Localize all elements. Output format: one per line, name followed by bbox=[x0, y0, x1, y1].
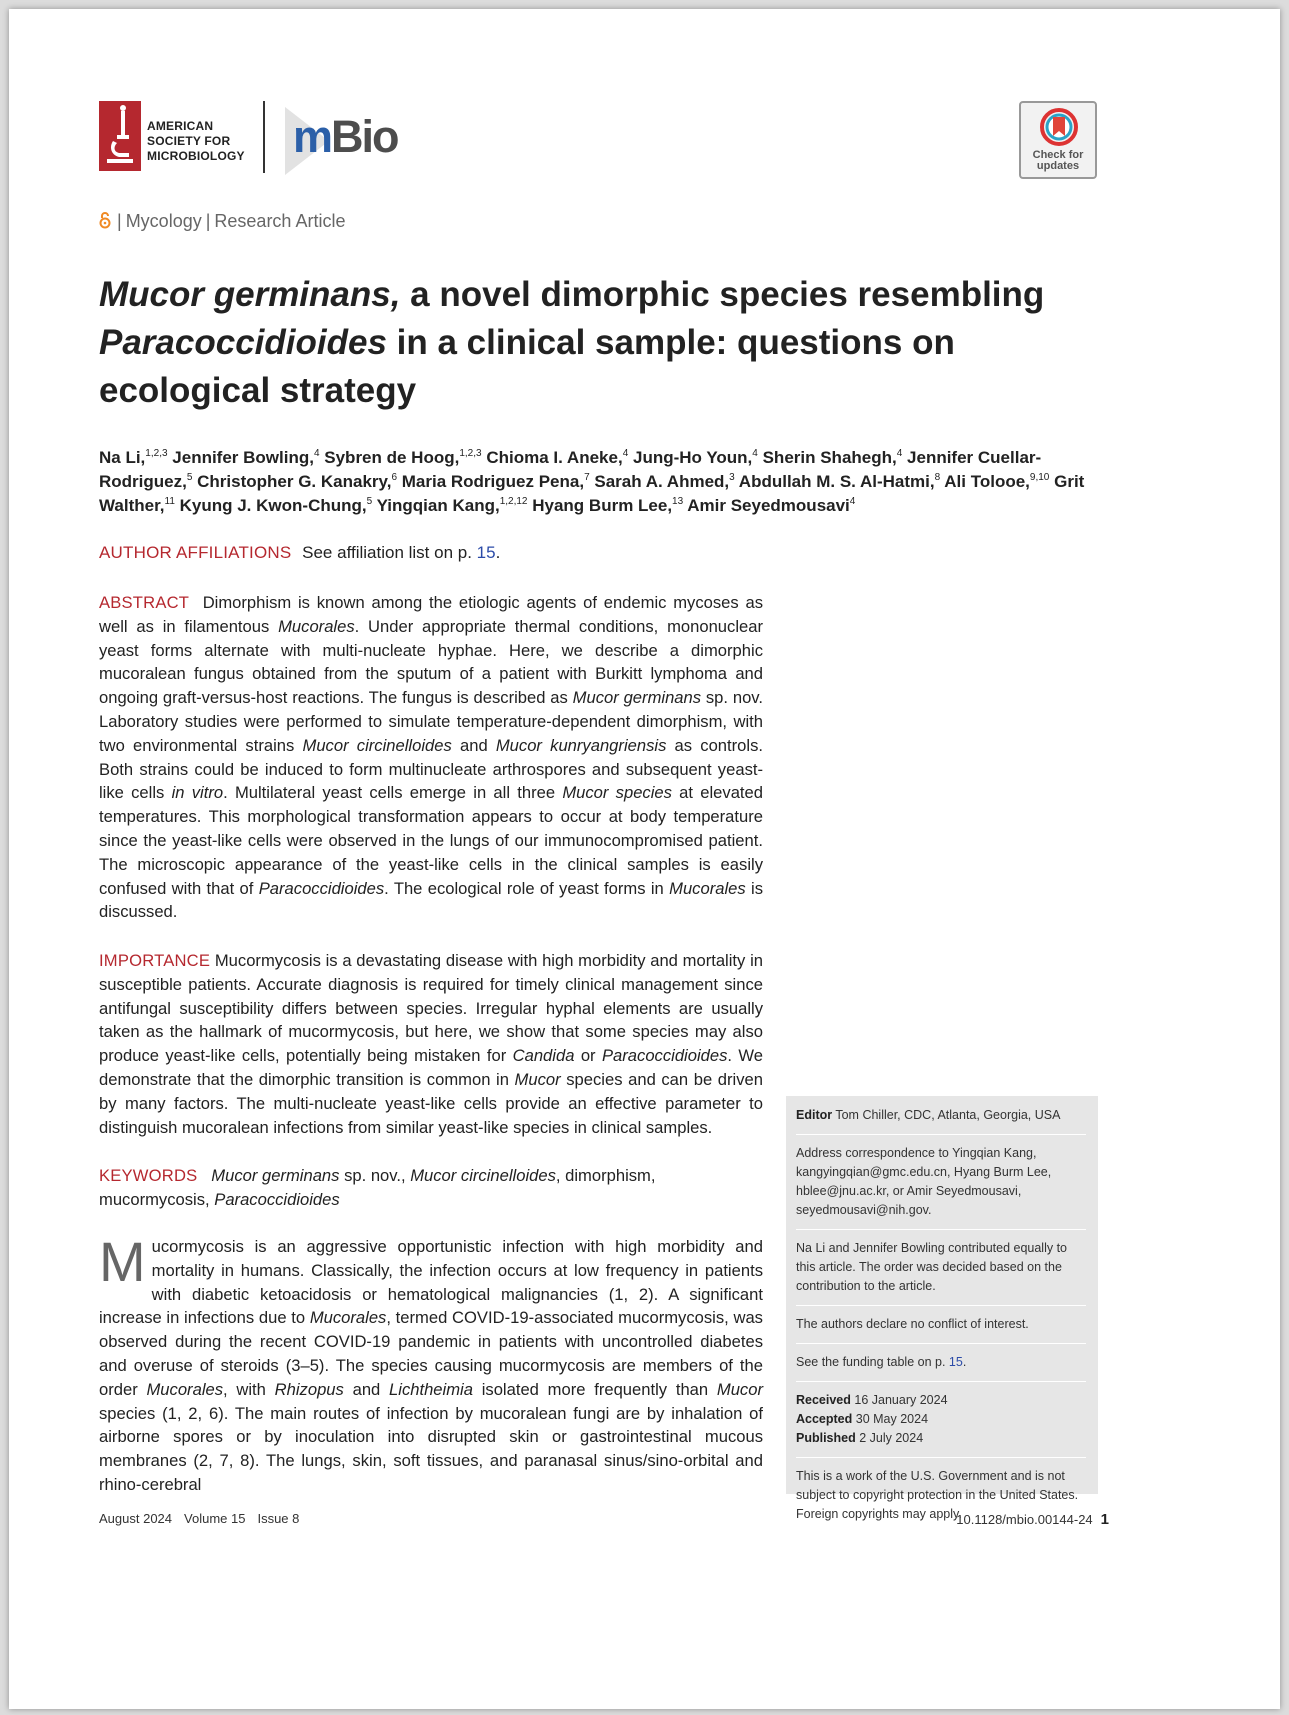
affiliation-marker: 4 bbox=[313, 448, 320, 459]
author-name[interactable]: Yingqian Kang,$^{1,2,12}$ bbox=[376, 496, 528, 515]
funding-page-link[interactable]: 15 bbox=[948, 1355, 963, 1369]
drop-cap: M bbox=[99, 1230, 146, 1293]
open-access-icon[interactable] bbox=[99, 211, 111, 234]
logo-divider bbox=[263, 101, 265, 173]
intro-body: ucormycosis is an aggressive opportunistic infection with high morbidity and mortality in humans. Classically, the infection occurs at low frequency in patients with diabetic ketoacidosis or hematological malignancies (1, 2). A significant increase in infections due to Mucorales, termed COVID-19-associated mucormycosis, was observed during the recent COVID-19 pandemic in patients with uncontrolled diabetes and overuse of steroids (3–5). The species causing mucormycosis are members of the order Mucorales, with Rhizopus and Lichtheimia isolated more frequently than Mucor species (1, 2, 6). The main routes of infection by mucoralean fungi are by inhalation of airborne spores or by inoculation into disrupted skin or gastrointestinal mucous membranes (2, 7, 8). The lungs, skin, soft tissues, and paranasal sinus/sino-orbital and rhino-cerebral bbox=[99, 1237, 763, 1494]
affiliation-marker: 6 bbox=[391, 472, 397, 483]
importance-label: IMPORTANCE bbox=[99, 951, 211, 970]
abstract bbox=[99, 591, 763, 924]
bookmark-icon bbox=[1040, 108, 1078, 151]
importance-body: Mucormycosis is a devastating disease with high morbidity and mortality in susceptible patients. Accurate diagnosis is required for timely clinical management since antifungal susceptibility differs between species. Irregular hyphal elements are usually taken as the hallmark of mucormycosis, but here, we show that some species may also produce yeast-like cells, potentially being mistaken for Candida or Paracoccidioides. We demonstrate that the dimorphic transition is common in Mucor species and can be driven by many factors. The multi-nucleate yeast-like cells provide an effective parameter to distinguish mucoralean infections from similar yeast-like species in clinical samples. bbox=[99, 951, 764, 1137]
microscope-icon bbox=[99, 101, 141, 171]
equal-contribution-note: Na Li and Jennifer Bowling contributed equally to this article. The order was decided based on the contribution to the article. bbox=[796, 1239, 1086, 1306]
footer-doi bbox=[909, 1511, 1109, 1528]
author-name[interactable]: Chioma I. Aneke,$^4$ bbox=[486, 448, 629, 467]
affiliation-marker: 13 bbox=[672, 496, 684, 507]
introduction bbox=[99, 1230, 763, 1497]
check-for-updates-button[interactable] bbox=[1019, 101, 1097, 179]
funding-note: See the funding table on p. 15. bbox=[796, 1353, 1086, 1382]
journal-name: mBio bbox=[293, 111, 398, 162]
affiliations-text: See affiliation list on p. bbox=[302, 543, 477, 562]
breadcrumb-section[interactable]: Mycology bbox=[125, 211, 202, 231]
editor-info: Editor Tom Chiller, CDC, Atlanta, Georgia, USA bbox=[796, 1106, 1086, 1135]
doi-link[interactable]: 10.1128/mbio.00144-24 bbox=[956, 1512, 1093, 1527]
affiliation-marker: 5 bbox=[186, 472, 193, 483]
conflict-statement: The authors declare no conflict of interest. bbox=[796, 1315, 1086, 1344]
dates: Received 16 January 2024 Accepted 30 May 2024 Published 2 July 2024 bbox=[796, 1391, 1086, 1458]
affiliation-marker: 4 bbox=[896, 448, 903, 459]
author-name[interactable]: Jung-Ho Youn,$^4$ bbox=[632, 448, 758, 467]
affiliations-page-link[interactable]: 15 bbox=[476, 543, 496, 562]
publisher-name: AMERICAN SOCIETY FOR MICROBIOLOGY bbox=[147, 119, 245, 163]
author-name[interactable]: Hyang Burm Lee,$^{13}$ bbox=[532, 496, 684, 515]
affiliations-label: AUTHOR AFFILIATIONS bbox=[99, 543, 292, 562]
author-name[interactable]: Sybren de Hoog,$^{1,2,3}$ bbox=[324, 448, 482, 467]
affiliation-marker: 4 bbox=[752, 448, 758, 459]
author-name[interactable]: Ali Tolooe,$^{9,10}$ bbox=[944, 472, 1050, 491]
author-name[interactable]: Jennifer Cuellar-Rodriguez,$^5$ bbox=[99, 448, 1042, 491]
article-page bbox=[9, 9, 1280, 1709]
affiliation-marker: 1,2,3 bbox=[459, 448, 482, 459]
keywords-label: KEYWORDS bbox=[99, 1166, 198, 1185]
affiliation-marker: 4 bbox=[849, 496, 856, 507]
affiliation-marker: 11 bbox=[164, 496, 175, 507]
abstract-body: Dimorphism is known among the etiologic agents of endemic mycoses as well as in filamentous Mucorales. Under appropriate thermal conditions, mononuclear yeast forms alternate with multi-nucleate hyphae. Here, we describe a dimorphic mucoralean fungus obtained from the sputum of a patient with Burkitt lymphoma and ongoing graft-versus-host reactions. The fungus is described as Mucor germinans sp. nov. Laboratory studies were performed to simulate temperature-dependent dimorphism, with two environmental strains Mucor circinelloides and Mucor kunryangriensis as controls. Both strains could be induced to form multinucleate arthrospores and subsequent yeast-like cells in vitro. Multilateral yeast cells emerge in all three Mucor species at elevated temperatures. This morphological transformation appears to occur at body temperature since the yeast-like cells were observed in the lungs of our immunocompromised patient. The microscopic appearance of the yeast-like cells in the clinical samples is easily confused with that of Paracoccidioides. The ecological role of yeast forms in Mucorales is discussed. bbox=[99, 593, 763, 922]
affiliation-marker: 9,10 bbox=[1029, 472, 1050, 483]
breadcrumb: | Mycology | Research Article bbox=[99, 211, 345, 234]
author-name[interactable]: Christopher G. Kanakry,$^6$ bbox=[197, 472, 397, 491]
author-name[interactable]: Na Li,$^{1,2,3}$ bbox=[99, 448, 168, 467]
page-number: 1 bbox=[1100, 1511, 1109, 1528]
affiliation-marker: 8 bbox=[934, 472, 941, 483]
mbio-logo[interactable] bbox=[277, 101, 417, 181]
author-name[interactable]: Abdullah M. S. Al-Hatmi,$^8$ bbox=[738, 472, 941, 491]
author-name[interactable]: Sherin Shahegh,$^4$ bbox=[762, 448, 903, 467]
article-title: Mucor germinans, a novel dimorphic species resembling Paracoccidioides in a clinical sample: questions on ecological strategy bbox=[99, 275, 1045, 410]
author-name[interactable]: Grit Walther,$^{11}$ bbox=[99, 472, 1085, 515]
affiliation-marker: 4 bbox=[622, 448, 629, 459]
author-name[interactable]: Kyung J. Kwon-Chung,$^5$ bbox=[179, 496, 373, 515]
breadcrumb-type[interactable]: Research Article bbox=[214, 211, 346, 231]
correspondence-info: Address correspondence to Yingqian Kang, kangyingqian@gmc.edu.cn, Hyang Burm Lee, hblee@jnu.ac.kr, or Amir Seyedmousavi, seyedmousavi@nih.gov. bbox=[796, 1144, 1086, 1230]
copyright-note: This is a work of the U.S. Government and is not subject to copyright protection in the United States. Foreign copyrights may apply. bbox=[796, 1469, 1079, 1521]
affiliation-marker: 3 bbox=[729, 472, 735, 483]
affiliation-marker: 1,2,12 bbox=[499, 496, 528, 507]
check-updates-label: Check for updates bbox=[1032, 149, 1084, 172]
affiliation-marker: 5 bbox=[366, 496, 373, 507]
affiliation-marker: 1,2,3 bbox=[145, 448, 168, 459]
importance bbox=[99, 949, 763, 1139]
keywords bbox=[99, 1164, 763, 1212]
author-name[interactable]: Maria Rodriguez Pena,$^7$ bbox=[401, 472, 590, 491]
abstract-label: ABSTRACT bbox=[99, 593, 190, 612]
author-name[interactable]: Sarah A. Ahmed,$^3$ bbox=[594, 472, 735, 491]
footer-issue-info: August 2024 Volume 15 Issue 8 bbox=[99, 1511, 300, 1526]
author-name[interactable]: Jennifer Bowling,$^4$ bbox=[172, 448, 320, 467]
asm-logo[interactable] bbox=[99, 101, 245, 171]
author-affiliations: AUTHOR AFFILIATIONS See affiliation list on p. 15. bbox=[99, 543, 501, 562]
author-list bbox=[99, 446, 1109, 518]
author-name[interactable]: Amir Seyedmousavi$^4$ bbox=[687, 496, 856, 515]
affiliation-marker: 7 bbox=[584, 472, 590, 483]
keywords-body: Mucor germinans sp. nov., Mucor circinelloides, dimorphism, mucormycosis, Paracoccidioides bbox=[99, 1166, 656, 1209]
